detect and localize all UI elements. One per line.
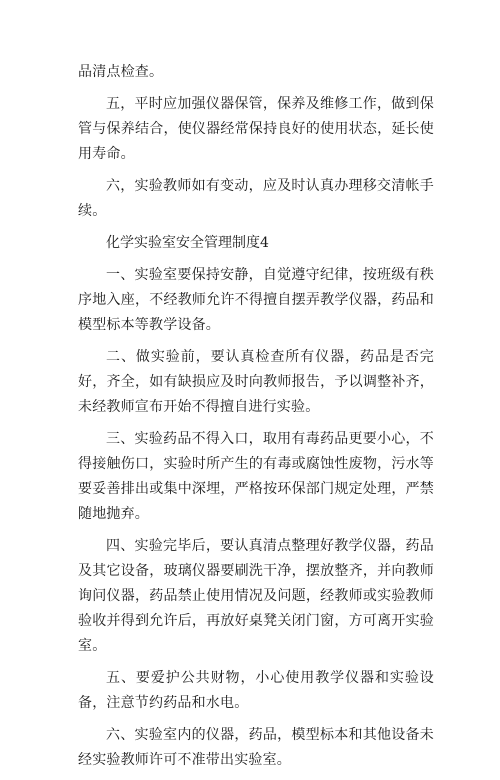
rule-item-5: 五、要爱护公共财物，小心使用教学仪器和实验设备，注意节约药品和水电。 xyxy=(78,670,434,711)
rule-item-1: 一、实验室要保持安静，自觉遵守纪律，按班级有秩序地入座，不经教师允许不得擅自摆弄教学仪器，药品和模型标本等教学设备。 xyxy=(78,267,434,333)
paragraph-rule-6-handover: 六，实验教师如有变动，应及时认真办理移交清帐手续。 xyxy=(78,178,434,219)
paragraph-continued: 品清点检查。 xyxy=(78,64,164,80)
section-title: 化学实验室安全管理制度4 xyxy=(106,235,269,251)
rule-item-6: 六、实验室内的仪器，药品，模型标本和其他设备未经实验教师许可不准带出实验室。 xyxy=(78,727,434,768)
document-page xyxy=(78,60,434,780)
paragraph-rule-5-maintenance: 五，平时应加强仪器保管，保养及维修工作，做到保管与保养结合，使仪器经常保持良好的使用状态，延长使用寿命。 xyxy=(78,96,434,162)
rule-item-2: 二、做实验前，要认真检查所有仪器，药品是否完好，齐全，如有缺损应及时向教师报告，予以调整补齐，未经教师宣布开始不得擅自进行实验。 xyxy=(78,349,434,415)
rule-item-3: 三、实验药品不得入口，取用有毒药品更要小心，不得接触伤口，实验时所产生的有毒或腐蚀性废物，污水等要妥善排出或集中深埋，严格按环保部门规定处理，严禁随地抛弃。 xyxy=(78,431,434,522)
rule-item-4: 四、实验完毕后，要认真清点整理好教学仪器，药品及其它设备，玻璃仪器要刷洗干净，摆放整齐，并向教师询问仪器，药品禁止使用情况及问题，经教师或实验教师验收并得到允许后，再放好桌凳关闭门窗，方可离开实验室。 xyxy=(78,538,434,654)
